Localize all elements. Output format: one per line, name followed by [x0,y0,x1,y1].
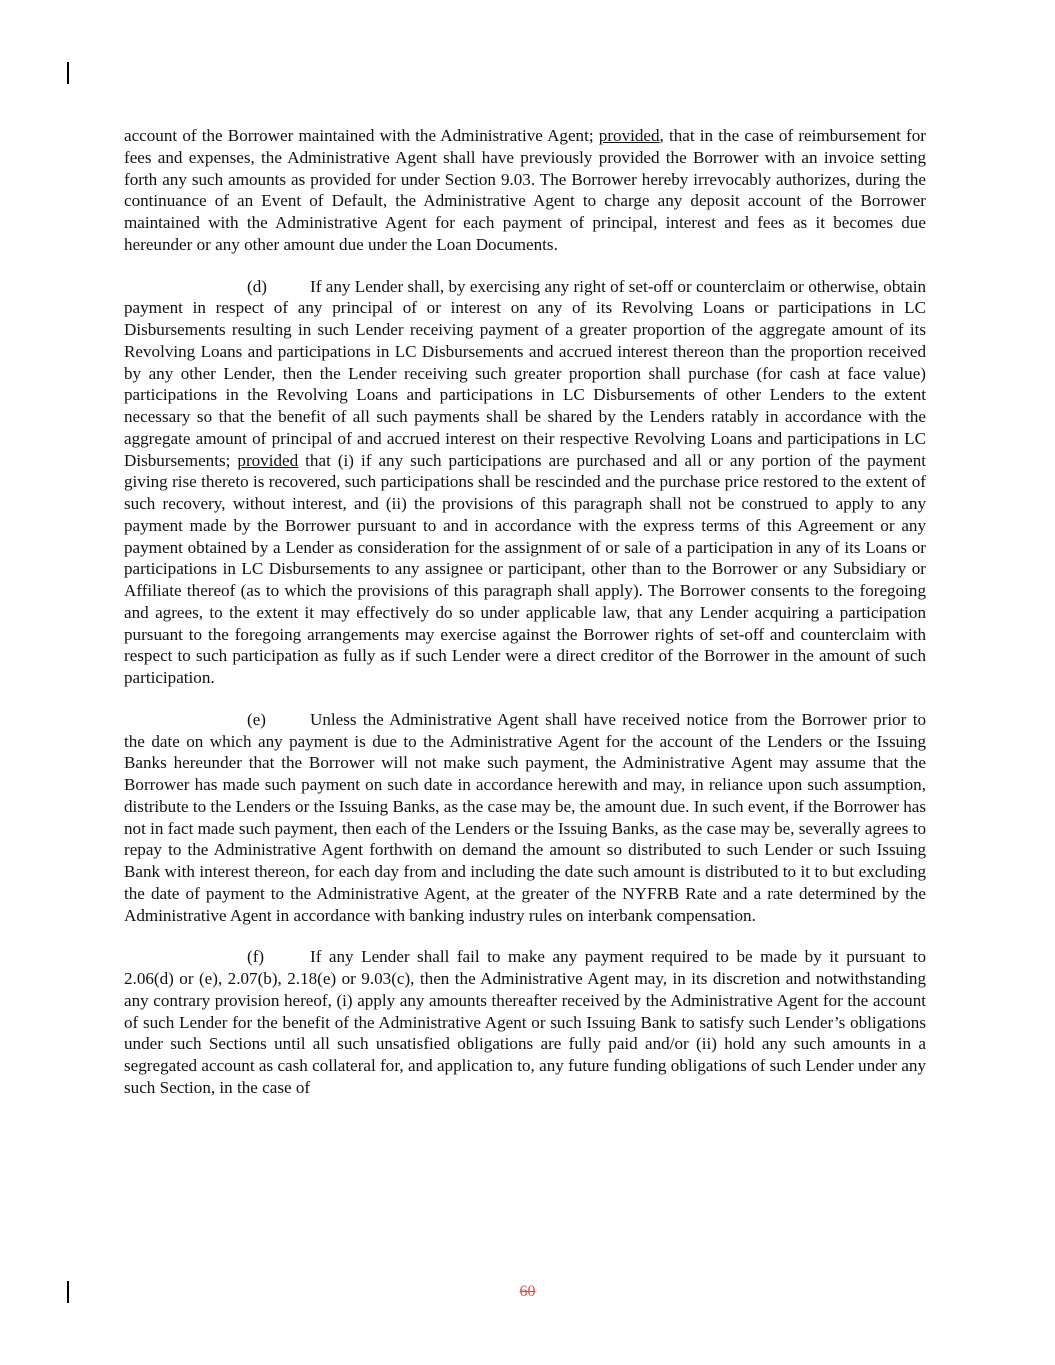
clause-text: If any Lender shall fail to make any payment required to be made by it pursuant to 2.06(d) or (e), 2.07(b), 2.18(e) or 9.03(c), then the Administrative Agent may, in its discretion and notwithstanding any contrary provision hereof, (i) apply any amounts thereafter received by the Administrative Agent for the account of such Lender for the benefit of the Administrative Agent or such Issuing Bank to satisfy such Lender’s obligations under such Sections until all such unsatisfied obligations are fully paid and/or (ii) hold any such amounts in a segregated account as cash collateral for, and application to, any future funding obligations of such Lender under any such Section, in the case of [124,947,926,1097]
clause-label-d: (d) [247,276,267,296]
paragraph-continuation [124,125,926,256]
paragraph-text: account of the Borrower maintained with the Administrative Agent; [124,126,599,145]
document-body [124,125,926,1119]
clause-text: If any Lender shall, by exercising any right of set-off or counterclaim or otherwise, obtain payment in respect of any principal of or interest on any of its Revolving Loans or participations in LC Disbursements resulting in such Lender receiving payment of a greater proportion of the aggregate amount of its Revolving Loans and participations in LC Disbursements and accrued interest thereon than the proportion received by any other Lender, then the Lender receiving such greater proportion shall purchase (for cash at face value) participations in the Revolving Loans and participations in LC Disbursements of other Lenders to the extent necessary so that the benefit of all such payments shall be shared by the Lenders ratably in accordance with the aggregate amount of principal of and accrued interest on their respective Revolving Loans and participations in LC Disbursements; [124,276,926,470]
clause-d [124,276,926,689]
clause-label-f: (f) [247,947,265,967]
clause-f [124,946,926,1098]
paragraph-text: , that in the case of reimbursement for fees and expenses, the Administrative Agent shall have previously provided the Borrower with an invoice setting forth any such amounts as provided for under Section 9.03. The Borrower hereby irrevocably authorizes, during the continuance of an Event of Default, the Administrative Agent to charge any deposit account of the Borrower maintained with the Administrative Agent for each payment of principal, interest and fees as it becomes due hereunder or any other amount due under the Loan Documents. [124,126,926,254]
underlined-term-provided: provided [237,450,299,470]
clause-e [124,709,926,927]
clause-text: that (i) if any such participations are purchased and all or any portion of the payment giving rise thereto is recovered, such participations shall be rescinded and the purchase price restored to the extent of such recovery, without interest, and (ii) the provisions of this paragraph shall not be construed to apply to any payment made by the Borrower pursuant to and in accordance with the express terms of this Agreement or any payment obtained by a Lender as consideration for the assignment of or sale of a participation in any of its Loans or participations in LC Disbursements to any assignee or participant, other than to the Borrower or any Subsidiary or Affiliate thereof (as to which the provisions of this paragraph shall apply). The Borrower consents to the foregoing and agrees, to the extent it may effectively do so under applicable law, that any Lender acquiring a participation pursuant to the foregoing arrangements may exercise against the Borrower rights of set-off and counterclaim with respect to such participation as fully as if such Lender were a direct creditor of the Borrower in the amount of such participation. [124,450,926,687]
page-number: 60 [519,1283,536,1300]
clause-text: Unless the Administrative Agent shall have received notice from the Borrower prior to the date on which any payment is due to the Administrative Agent for the account of the Lenders or the Issuing Banks hereunder that the Borrower will not make such payment, the Administrative Agent may assume that the Borrower has made such payment on such date in accordance herewith and may, in reliance upon such assumption, distribute to the Lenders or the Issuing Banks, as the case may be, the amount due. In such event, if the Borrower has not in fact made such payment, then each of the Lenders or the Issuing Banks, as the case may be, severally agrees to repay to the Administrative Agent forthwith on demand the amount so distributed to such Lender or such Issuing Bank with interest thereon, for each day from and including the date such amount is distributed to it to but excluding the date of payment to the Administrative Agent, at the greater of the NYFRB Rate and a rate determined by the Administrative Agent in accordance with banking industry rules on interbank compensation. [124,709,926,925]
change-bar-top [67,62,69,84]
underlined-term-provided: provided [598,126,660,145]
clause-label-e: (e) [247,709,266,729]
